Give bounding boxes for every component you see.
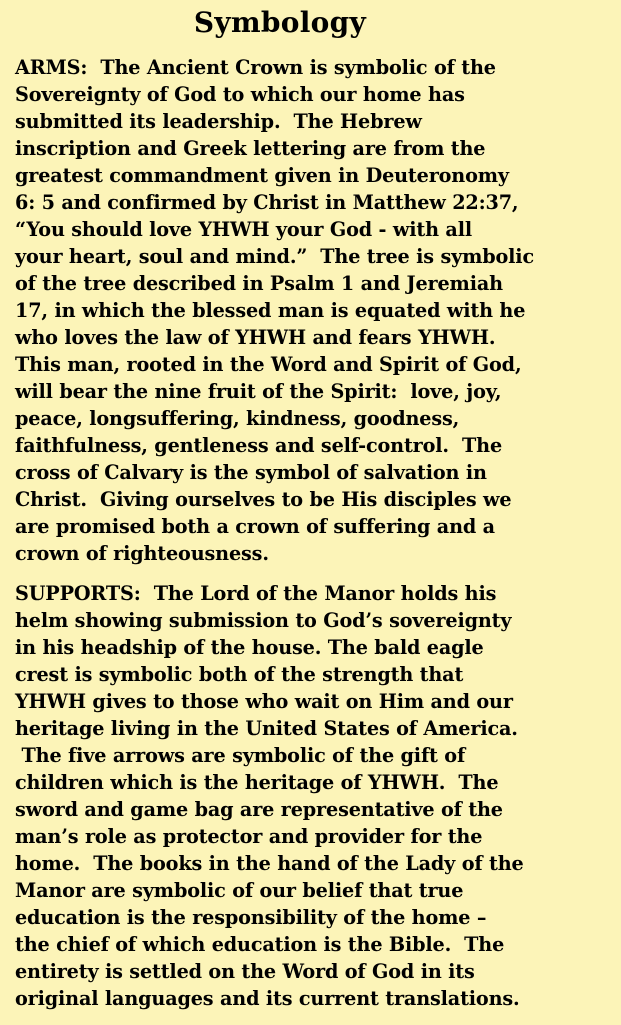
page-title: Symbology [193,6,367,39]
supports-paragraph: SUPPORTS: The Lord of the Manor holds his helm showing submission to God’s sovereignty in his headship of the house. The bald eagle crest is symbolic both of the strength that YHWH gives to those who wait on Him and our heritage living in the United States of America. The five arrows are symbolic of the gift of children which is the heritage of YHWH. The sword and game bag are representative of the man’s role as protector and provider for the home. The books in the hand of the Lady of the Manor are symbolic of our belief that true education is the responsibility of the home – the chief of which education is the Bible. The entirety is settled on the Word of God in its original languages and its current translations. [15,582,524,1010]
arms-paragraph: ARMS: The Ancient Crown is symbolic of the Sovereignty of God to which our home has submitted its leadership. The Hebrew inscription and Greek lettering are from the greatest commandment given in Deuteronomy 6: 5 and confirmed by Christ in Matthew 22:37, “You should love YHWH your God - with all your heart, soul and mind.” The tree is symbolic of the tree described in Psalm 1 and Jeremiah 17, in which the blessed man is equated with he who loves the law of YHWH and fears YHWH. This man, rooted in the Word and Spirit of God, will bear the nine fruit of the Spirit: love, joy, peace, longsuffering, kindness, goodness, faithfulness, gentleness and self-control. The cross of Calvary is the symbol of salvation in Christ. Giving ourselves to be His disciples we are promised both a crown of suffering and a crown of righteousness. [15,56,534,565]
